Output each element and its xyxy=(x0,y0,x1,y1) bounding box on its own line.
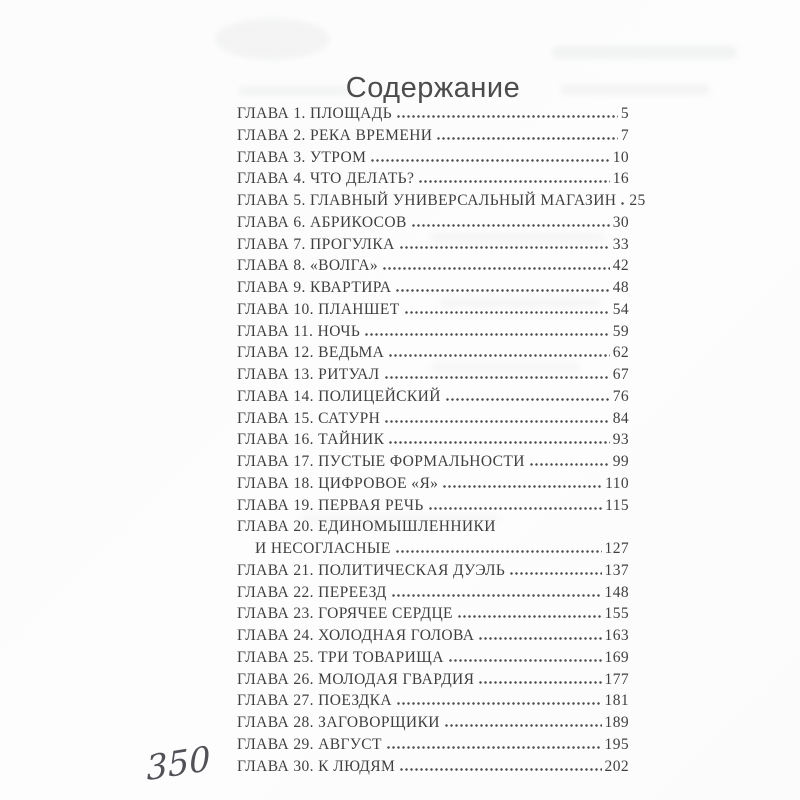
dot-leader xyxy=(364,333,610,336)
toc-entry-label: ГЛАВА 25. ТРИ ТОВАРИЩА xyxy=(237,648,444,666)
toc-entry xyxy=(237,192,646,214)
toc-entry-page: 84 xyxy=(612,409,629,427)
toc-entry xyxy=(237,627,629,649)
toc-list xyxy=(237,105,646,779)
toc-entry xyxy=(237,649,629,671)
toc-entry-label: ГЛАВА 2. РЕКА ВРЕМЕНИ xyxy=(237,126,433,144)
toc-entry-page: 137 xyxy=(604,561,629,579)
dot-leader xyxy=(399,246,610,249)
toc-entry-page: 127 xyxy=(604,540,629,557)
toc-entry-page: 42 xyxy=(612,257,629,275)
toc-entry-label: ГЛАВА 26. МОЛОДАЯ ГВАРДИЯ xyxy=(237,670,475,688)
handwritten-page-number: 350 xyxy=(145,738,212,790)
toc-entry-label: ГЛАВА 12. ВЕДЬМА xyxy=(237,344,385,362)
toc-entry xyxy=(237,518,629,540)
dot-leader xyxy=(404,311,610,314)
dot-leader xyxy=(509,572,601,575)
toc-entry xyxy=(237,127,629,149)
dot-leader xyxy=(386,746,602,749)
dot-leader xyxy=(370,159,609,162)
toc-entry xyxy=(237,410,629,432)
toc-entry-label: ГЛАВА 17. ПУСТЫЕ ФОРМАЛЬНОСТИ xyxy=(237,453,525,470)
toc-entry-page: 33 xyxy=(612,235,629,253)
dot-leader xyxy=(391,594,602,597)
toc-entry xyxy=(237,257,629,279)
dot-leader xyxy=(384,420,609,423)
toc-entry-label: ГЛАВА 16. ТАЙНИК xyxy=(237,431,385,449)
dot-leader xyxy=(382,267,610,270)
toc-entry xyxy=(237,170,629,192)
toc-entry-page: 177 xyxy=(604,670,629,688)
toc-entry-label: ГЛАВА 13. РИТУАЛ xyxy=(237,366,380,383)
toc-entry xyxy=(237,605,629,627)
dot-leader xyxy=(384,376,610,379)
toc-entry-label: И НЕСОГЛАСНЫЕ xyxy=(255,540,391,557)
toc-entry-page: 48 xyxy=(612,279,629,296)
toc-entry xyxy=(237,453,629,475)
toc-entry-page: 202 xyxy=(604,757,629,775)
toc-entry-label: ГЛАВА 24. ХОЛОДНАЯ ГОЛОВА xyxy=(237,627,475,644)
toc-entry xyxy=(237,323,629,345)
dot-leader xyxy=(395,550,602,553)
toc-entry-label: ГЛАВА 5. ГЛАВНЫЙ УНИВЕРСАЛЬНЫЙ МАГАЗИН xyxy=(237,192,617,209)
toc-entry-page: 148 xyxy=(604,583,629,601)
dot-leader xyxy=(388,354,609,357)
dot-leader xyxy=(620,202,626,205)
dot-leader xyxy=(448,659,602,662)
toc-entry xyxy=(237,736,629,758)
toc-entry xyxy=(237,758,629,780)
toc-entry-page: 54 xyxy=(612,300,629,318)
toc-entry-page: 30 xyxy=(612,213,629,231)
toc-entry xyxy=(237,475,629,497)
toc-entry-label: ГЛАВА 28. ЗАГОВОРЩИКИ xyxy=(237,714,440,731)
dot-leader xyxy=(418,180,609,183)
toc-entry xyxy=(237,236,629,258)
toc-entry-label: ГЛАВА 1. ПЛОЩАДЬ xyxy=(237,105,393,122)
toc-entry-page: 25 xyxy=(629,192,646,209)
toc-entry-label: ГЛАВА 7. ПРОГУЛКА xyxy=(237,235,395,253)
toc-entry-page: 195 xyxy=(604,735,629,753)
toc-entry xyxy=(237,105,629,127)
dot-leader xyxy=(396,702,602,705)
toc-entry-page: 99 xyxy=(612,453,629,470)
dot-leader xyxy=(411,224,610,227)
dot-leader xyxy=(478,681,601,684)
toc-entry-label: ГЛАВА 4. ЧТО ДЕЛАТЬ? xyxy=(237,170,415,188)
toc-entry-page: 110 xyxy=(605,474,629,492)
toc-entry-label: ГЛАВА 19. ПЕРВАЯ РЕЧЬ xyxy=(237,496,424,514)
toc-entry-page: 163 xyxy=(604,627,629,644)
dot-leader xyxy=(388,441,609,444)
bleedthrough-ghost xyxy=(215,18,330,60)
toc-entry-label: ГЛАВА 3. УТРОМ xyxy=(237,148,367,166)
toc-entry xyxy=(237,214,629,236)
toc-entry-label: ГЛАВА 9. КВАРТИРА xyxy=(237,279,392,296)
toc-entry xyxy=(237,497,629,519)
toc-entry-page: 62 xyxy=(612,344,629,362)
toc-entry-page: 7 xyxy=(620,126,629,144)
toc-title: Содержание xyxy=(345,72,521,104)
toc-entry xyxy=(237,584,629,606)
toc-entry-label: ГЛАВА 8. «ВОЛГА» xyxy=(237,257,379,275)
toc-entry xyxy=(237,388,629,410)
toc-entry xyxy=(237,671,629,693)
toc-entry-page: 155 xyxy=(604,605,629,623)
toc-entry-label: ГЛАВА 11. НОЧЬ xyxy=(237,322,361,340)
toc-entry-label: ГЛАВА 18. ЦИФРОВОЕ «Я» xyxy=(237,474,439,492)
toc-entry-label: ГЛАВА 14. ПОЛИЦЕЙСКИЙ xyxy=(237,387,441,405)
toc-entry-page: 59 xyxy=(612,322,629,340)
toc-entry xyxy=(237,692,629,714)
bleedthrough-ghost xyxy=(552,46,737,59)
dot-leader xyxy=(529,463,610,466)
toc-entry xyxy=(237,301,629,323)
toc-entry xyxy=(237,714,629,736)
dot-leader xyxy=(436,137,617,140)
toc-entry-page: 16 xyxy=(612,170,629,188)
toc-entry xyxy=(237,540,629,562)
toc-entry xyxy=(237,344,629,366)
dot-leader xyxy=(428,507,602,510)
dot-leader xyxy=(457,615,602,618)
toc-entry-label: ГЛАВА 29. АВГУСТ xyxy=(237,735,382,753)
toc-entry-page: 93 xyxy=(612,431,629,449)
toc-entry-label: ГЛАВА 6. АБРИКОСОВ xyxy=(237,213,407,231)
toc-entry-label: ГЛАВА 20. ЕДИНОМЫШЛЕННИКИ xyxy=(237,518,496,536)
dot-leader xyxy=(396,115,618,118)
dot-leader xyxy=(444,724,602,727)
toc-entry-label: ГЛАВА 10. ПЛАНШЕТ xyxy=(237,300,400,318)
toc-entry xyxy=(237,279,629,301)
toc-entry-label: ГЛАВА 21. ПОЛИТИЧЕСКАЯ ДУЭЛЬ xyxy=(237,561,506,579)
toc-entry-label: ГЛАВА 27. ПОЕЗДКА xyxy=(237,692,392,710)
toc-entry xyxy=(237,431,629,453)
toc-entry-label: ГЛАВА 30. К ЛЮДЯМ xyxy=(237,757,396,775)
toc-entry-page: 181 xyxy=(604,692,629,710)
dot-leader xyxy=(445,398,610,401)
toc-entry-label: ГЛАВА 15. САТУРН xyxy=(237,409,381,427)
dot-leader xyxy=(442,485,602,488)
toc-entry-page: 10 xyxy=(612,148,629,166)
toc-entry xyxy=(237,149,629,171)
dot-leader xyxy=(478,637,601,640)
toc-entry-page: 189 xyxy=(604,714,629,731)
toc-entry xyxy=(237,562,629,584)
toc-entry-page: 76 xyxy=(612,387,629,405)
toc-entry-page: 67 xyxy=(612,366,629,383)
dot-leader xyxy=(399,768,601,771)
toc-entry-page: 169 xyxy=(604,648,629,666)
toc-entry-label: ГЛАВА 23. ГОРЯЧЕЕ СЕРДЦЕ xyxy=(237,605,453,623)
dot-leader xyxy=(395,289,609,292)
toc-entry-label: ГЛАВА 22. ПЕРЕЕЗД xyxy=(237,583,387,601)
toc-entry xyxy=(237,366,629,388)
toc-entry-page: 115 xyxy=(605,496,629,514)
toc-entry-page: 5 xyxy=(620,105,629,122)
